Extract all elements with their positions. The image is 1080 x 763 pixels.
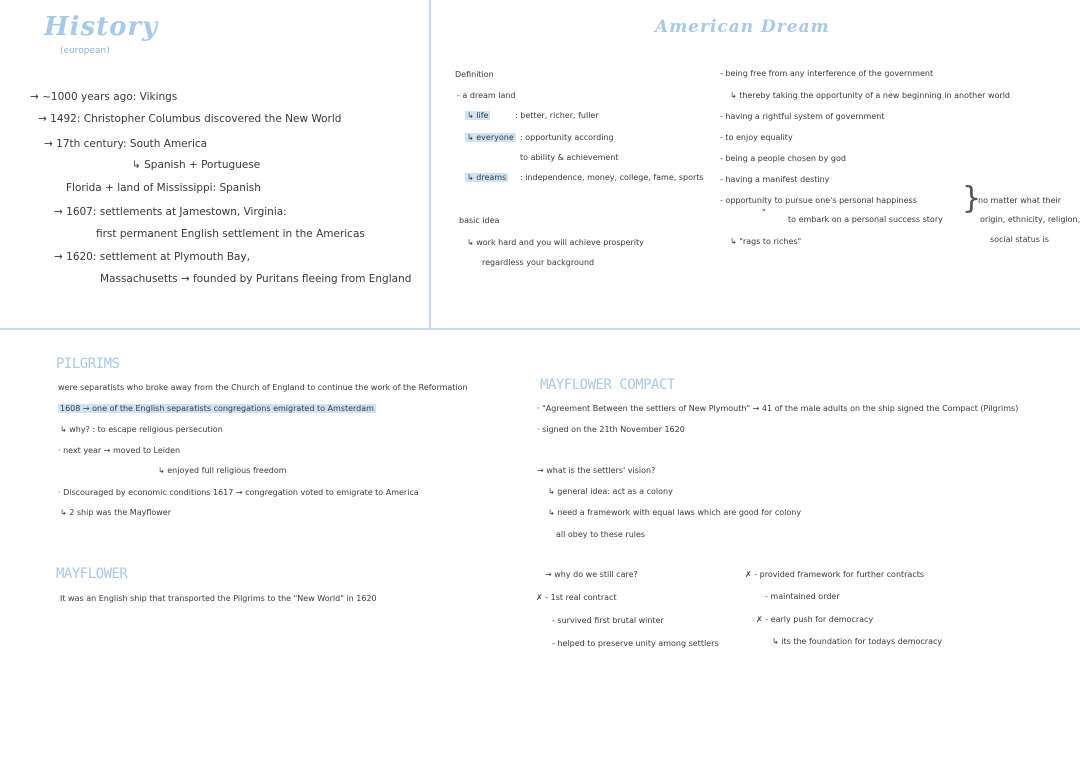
history-subtitle: (european) xyxy=(60,46,110,56)
compact-line: - survived first brutal winter xyxy=(552,616,664,625)
dream-dreams-label-text: ↳ dreams xyxy=(467,173,507,182)
compact-line: ↳ need a framework with equal laws which are good for colony xyxy=(548,508,802,517)
history-line: ↳ Spanish + Portuguese xyxy=(132,159,261,171)
brace-icon: } xyxy=(962,181,982,216)
dream-everyone-label xyxy=(465,134,516,143)
dream-right-line: - having a rightful system of government xyxy=(720,112,885,121)
history-line: → 1620: settlement at Plymouth Bay, xyxy=(54,251,251,263)
compact-line: · signed on the 21th November 1620 xyxy=(537,425,685,434)
history-line: Massachusetts → founded by Puritans fleeing from England xyxy=(100,273,412,285)
pilgrims-line: · next year → moved to Leiden xyxy=(58,446,181,455)
dream-everyone-text: : opportunity according xyxy=(520,133,614,142)
dream-right-line: - opportunity to pursue one's personal happiness xyxy=(720,196,917,205)
dream-life-text: : better, richer, fuller xyxy=(515,111,599,120)
compact-line: · "Agreement Between the settlers of New Plymouth" → 41 of the male adults on the ship signed the Compact (Pilgrims) xyxy=(537,404,1019,413)
compact-line: - helped to preserve unity among settlers xyxy=(552,639,719,648)
dream-dreams-label xyxy=(465,174,508,183)
compact-line: → why do we still care? xyxy=(545,570,638,579)
dream-right-line: - being a people chosen by god xyxy=(720,154,846,163)
pilgrims-line xyxy=(58,405,376,414)
compact-line: ↳ its the foundation for todays democracy xyxy=(772,637,943,646)
pilgrims-line: · Discouraged by economic conditions 1617 → congregation voted to emigrate to America xyxy=(58,488,419,497)
mayflower-text: It was an English ship that transported the Pilgrims to the "New World" in 1620 xyxy=(60,594,377,603)
pilgrims-title: PILGRIMS xyxy=(56,356,120,372)
dream-line: - a dream land xyxy=(457,91,516,100)
history-line: → 17th century: South America xyxy=(44,138,208,150)
basic-idea-text: ↳ work hard and you will achieve prosperity xyxy=(467,238,644,247)
dream-right-line: to embark on a personal success story xyxy=(788,215,943,224)
compact-line: ✗ - provided framework for further contracts xyxy=(745,570,925,579)
history-line: → ~1000 years ago: Vikings xyxy=(30,91,178,103)
dream-dreams-text: : independence, money, college, fame, sports xyxy=(520,173,704,182)
history-line: → 1492: Christopher Columbus discovered the New World xyxy=(38,113,342,125)
pilgrims-line-text: 1608 → one of the English separatists congregations emigrated to Amsterdam xyxy=(60,404,374,413)
compact-line: ✗ - 1st real contract xyxy=(536,593,617,602)
brace-note: social status is xyxy=(990,235,1049,244)
basic-idea-label: basic idea xyxy=(459,216,500,225)
pilgrims-line: ↳ enjoyed full religious freedom xyxy=(158,466,287,475)
pilgrims-line: ↳ why? : to escape religious persecution xyxy=(60,425,223,434)
dream-right-line: ↳ "rags to riches" xyxy=(730,237,802,246)
history-line: → 1607: settlements at Jamestown, Virginia: xyxy=(54,206,287,218)
dream-right-line: ↳ thereby taking the opportunity of a new beginning in another world xyxy=(730,91,1010,100)
vertical-divider xyxy=(429,0,431,328)
dream-right-line: - being free from any interference of the government xyxy=(720,69,934,78)
history-line: Florida + land of Mississippi: Spanish xyxy=(66,182,261,194)
compact-title: MAYFLOWER COMPACT xyxy=(540,377,675,393)
dream-title: American Dream xyxy=(655,17,830,37)
brace-note: origin, ethnicity, religion, xyxy=(980,215,1080,224)
compact-line: ✗ - early push for democracy xyxy=(756,615,874,624)
dream-everyone-text2: to ability & achievement xyxy=(520,153,619,162)
compact-line: → what is the settlers' vision? xyxy=(537,466,656,475)
dream-right-line: - having a manifest destiny xyxy=(720,175,830,184)
definition-label: Definition xyxy=(455,70,494,79)
history-title: History xyxy=(44,12,159,42)
dream-life-label xyxy=(465,112,490,121)
horizontal-divider xyxy=(0,328,1080,330)
history-line: first permanent English settlement in the Americas xyxy=(96,228,365,240)
basic-idea-text2: regardless your background xyxy=(482,258,595,267)
dream-everyone-label-text: ↳ everyone xyxy=(467,133,514,142)
dream-ditto: " xyxy=(762,208,766,217)
brace-note: no matter what their xyxy=(978,196,1062,205)
dream-life-label-text: ↳ life xyxy=(467,111,489,120)
dream-right-line: - to enjoy equality xyxy=(720,133,793,142)
pilgrims-line: ↳ 2 ship was the Mayflower xyxy=(60,508,172,517)
pilgrims-line: were separatists who broke away from the Church of England to continue the work of the Reformation xyxy=(58,383,468,392)
compact-line: ↳ general idea: act as a colony xyxy=(548,487,673,496)
mayflower-title: MAYFLOWER xyxy=(56,566,128,582)
compact-line: all obey to these rules xyxy=(556,530,646,539)
compact-line: - maintained order xyxy=(765,592,840,601)
